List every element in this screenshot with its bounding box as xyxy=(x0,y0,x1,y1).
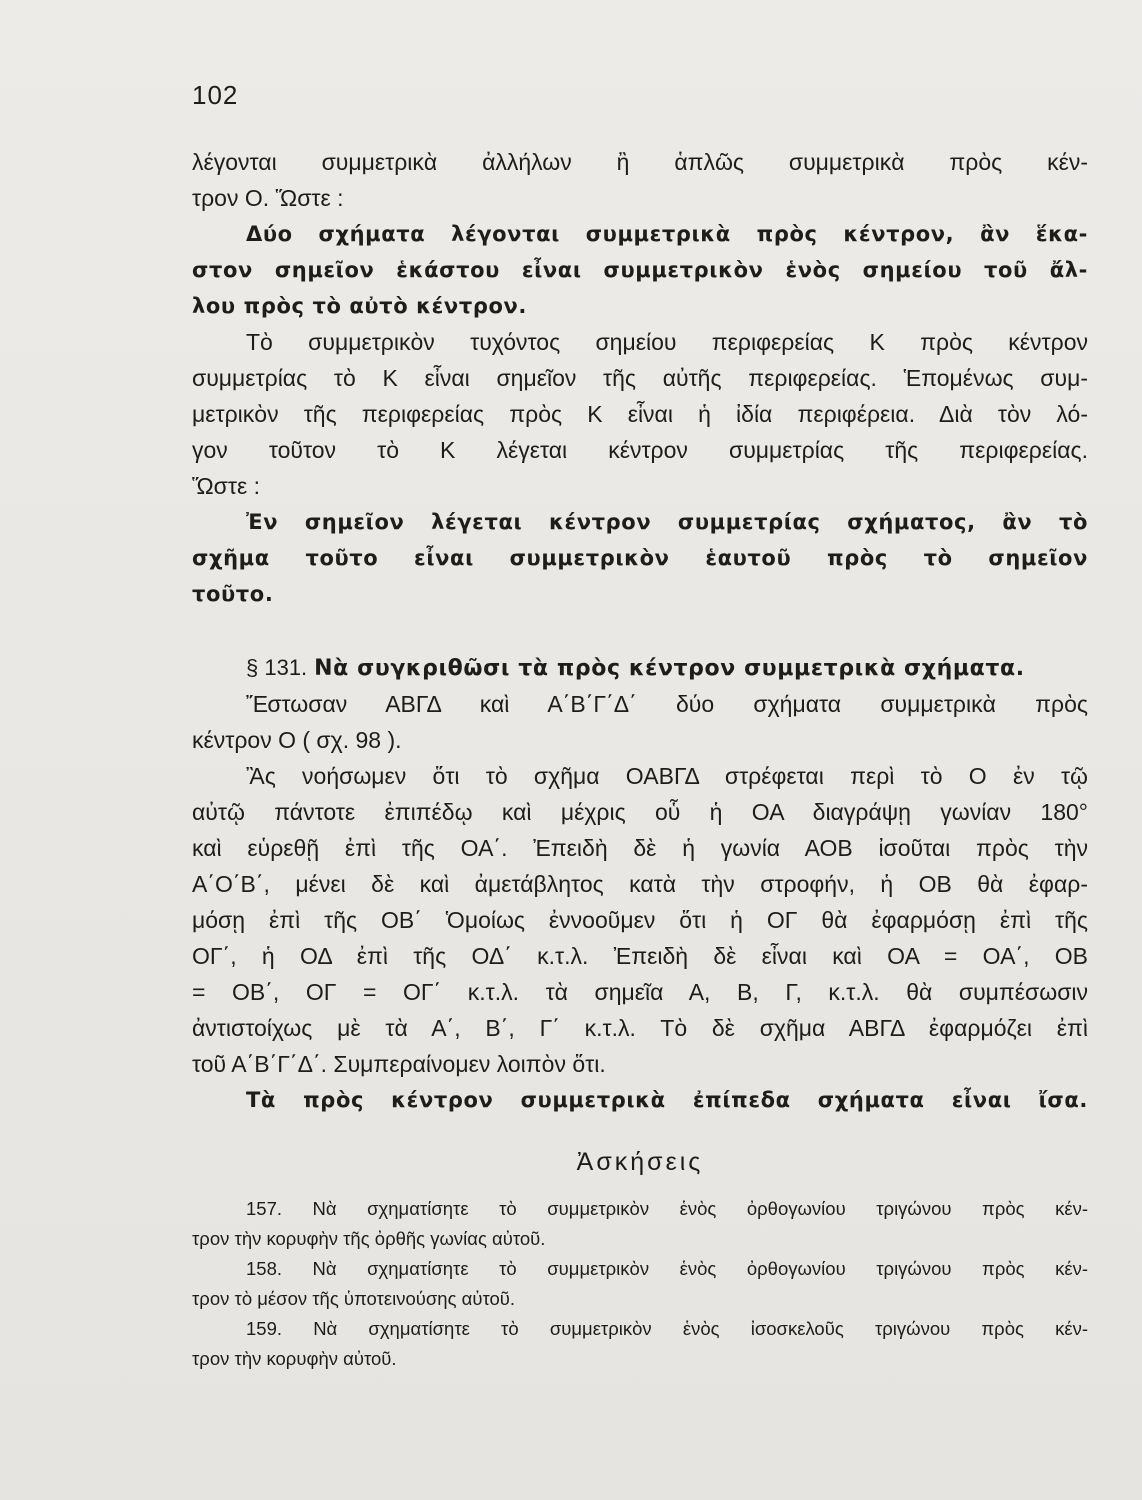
text-line: συμμετρίας τὸ Κ εἶναι σημεῖον τῆς αὐτῆς περιφερείας. Ἑπομένως συμ- xyxy=(192,365,1088,391)
exercise-line: 159. Νὰ σχηματίσητε τὸ συμμετρικὸν ἑνὸς ἰσοσκελοῦς τριγώνου πρὸς κέν- xyxy=(246,1318,1088,1339)
definition-line: Ἐν σημεῖον λέγεται κέντρον συμμετρίας σχήματος, ἂν τὸ xyxy=(246,510,1088,534)
text-line: ΟΓ΄, ἡ ΟΔ ἐπὶ τῆς ΟΔ΄ κ.τ.λ. Ἐπειδὴ δὲ εἶναι καὶ ΟΑ = ΟΑ΄, ΟΒ xyxy=(192,943,1088,969)
section-number: § 131. xyxy=(246,655,308,680)
exercises-heading: Ἀσκήσεις xyxy=(576,1148,704,1176)
exercise-line: 157. Νὰ σχηματίσητε τὸ συμμετρικὸν ἑνὸς ὀρθογωνίου τριγώνου πρὸς κέν- xyxy=(246,1198,1088,1219)
text-line: Ἔστωσαν ΑΒΓΔ καὶ Α΄Β΄Γ΄Δ΄ δύο σχήματα συμμετρικὰ πρὸς xyxy=(246,691,1088,717)
definition-line: στον σημεῖον ἑκάστου εἶναι συμμετρικὸν ἑνὸς σημείου τοῦ ἄλ- xyxy=(192,258,1088,282)
exercise-line: τρον τὸ μέσον τῆς ὑποτεινούσης αὐτοῦ. xyxy=(192,1288,516,1309)
text-line: καὶ εὑρεθῇ ἐπὶ τῆς ΟΑ΄. Ἐπειδὴ δὲ ἡ γωνία ΑΟΒ ἰσοῦται πρὸς τὴν xyxy=(192,835,1088,861)
exercise-line: 158. Νὰ σχηματίσητε τὸ συμμετρικὸν ἑνὸς ὀρθογωνίου τριγώνου πρὸς κέν- xyxy=(246,1258,1088,1279)
text-line: Ἂς νοήσωμεν ὅτι τὸ σχῆμα ΟΑΒΓΔ στρέφεται περὶ τὸ Ο ἐν τῷ xyxy=(246,763,1088,789)
exercise-line: τρον τὴν κορυφὴν τῆς ὀρθῆς γωνίας αὐτοῦ. xyxy=(192,1228,546,1249)
text-line: κέντρον Ο ( σχ. 98 ). xyxy=(192,727,402,753)
text-line: μόσῃ ἐπὶ τῆς ΟΒ΄ Ὁμοίως ἐννοοῦμεν ὅτι ἡ ΟΓ θὰ ἐφαρμόσῃ ἐπὶ τῆς xyxy=(192,907,1088,933)
text-line: = ΟΒ΄, ΟΓ = ΟΓ΄ κ.τ.λ. τὰ σημεῖα Α, Β, Γ, κ.τ.λ. θὰ συμπέσωσιν xyxy=(192,979,1088,1005)
text-line: Ὥστε : xyxy=(192,473,261,499)
page-body xyxy=(192,144,1088,1374)
text-line: γον τοῦτον τὸ Κ λέγεται κέντρον συμμετρίας τῆς περιφερείας. xyxy=(192,437,1088,463)
section-heading xyxy=(192,650,1088,686)
exercise-line: τρον τὴν κορυφὴν αὐτοῦ. xyxy=(192,1348,397,1369)
text-line: αὐτῷ πάντοτε ἐπιπέδῳ καὶ μέχρις οὗ ἡ ΟΑ διαγράψῃ γωνίαν 180° xyxy=(192,799,1088,825)
section-title: Νὰ συγκριθῶσι τὰ πρὸς κέντρον συμμετρικὰ σχήματα. xyxy=(314,656,1025,681)
text-line: ἀντιστοίχως μὲ τὰ Α΄, Β΄, Γ΄ κ.τ.λ. Τὸ δὲ σχῆμα ΑΒΓΔ ἐφαρμόζει ἐπὶ xyxy=(192,1015,1088,1041)
definition-line: λου πρὸς τὸ αὐτὸ κέντρον. xyxy=(192,294,527,318)
text-line: λέγονται συμμετρικὰ ἀλλήλων ἢ ἁπλῶς συμμετρικὰ πρὸς κέν- xyxy=(192,149,1088,175)
text-line: μετρικὸν τῆς περιφερείας πρὸς Κ εἶναι ἡ ἰδία περιφέρεια. Διὰ τὸν λό- xyxy=(192,401,1088,427)
text-line: τρον Ο. Ὥστε : xyxy=(192,185,344,211)
definition-line: Δύο σχήματα λέγονται συμμετρικὰ πρὸς κέντρον, ἂν ἕκα- xyxy=(246,222,1088,246)
text-line: Τὸ συμμετρικὸν τυχόντος σημείου περιφερείας Κ πρὸς κέντρον xyxy=(246,329,1088,355)
text-line: Α΄Ο΄Β΄, μένει δὲ καὶ ἀμετάβλητος κατὰ τὴν στροφήν, ἡ ΟΒ θὰ ἐφαρ- xyxy=(192,871,1088,897)
paragraph-gap xyxy=(192,612,1088,650)
text-line: τοῦ Α΄Β΄Γ΄Δ΄. Συμπεραίνομεν λοιπὸν ὅτι. xyxy=(192,1051,606,1077)
theorem-line: Τὰ πρὸς κέντρον συμμετρικὰ ἐπίπεδα σχήματα εἶναι ἴσα. xyxy=(246,1088,1088,1112)
definition-line: τοῦτο. xyxy=(192,582,274,606)
page-number: 102 xyxy=(192,80,239,110)
definition-line: σχῆμα τοῦτο εἶναι συμμετρικὸν ἑαυτοῦ πρὸς τὸ σημεῖον xyxy=(192,546,1088,570)
